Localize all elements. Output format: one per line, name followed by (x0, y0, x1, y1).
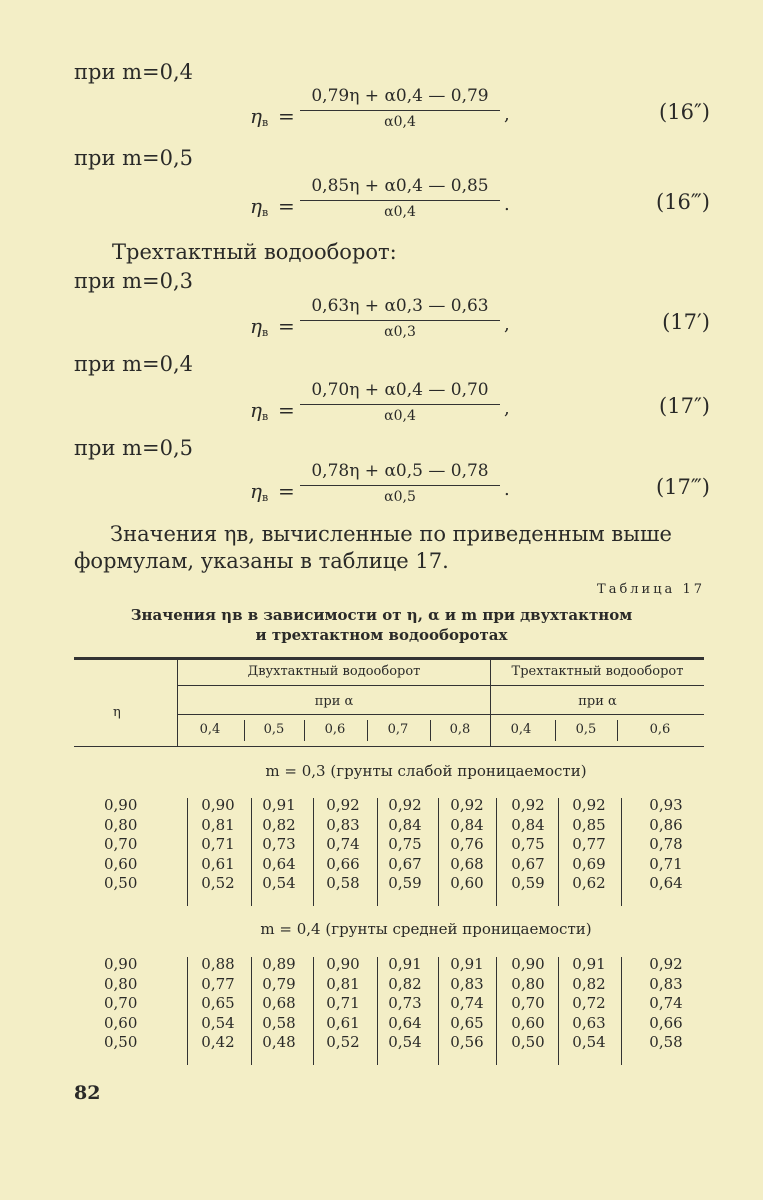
table-cell: 0,71 (201, 835, 235, 853)
table-cell: 0,82 (388, 974, 422, 993)
alpha-divider (617, 720, 618, 741)
formula-condition: при m=0,3 (74, 269, 194, 293)
table-cell: 0,84 (388, 815, 422, 834)
table-cell: 0,54 (572, 1033, 606, 1051)
formula-numerator: 0,78η + α0,5 — 0,78 (311, 461, 489, 481)
alpha-value: 0,4 (199, 722, 221, 737)
group-header-two-stroke: Двухтактный водооборот (247, 664, 421, 679)
table-cell: 0,52 (326, 1033, 360, 1051)
row-eta-value: 0,60 (104, 854, 138, 873)
group-header-three-stroke: Трехтактный водооборот (511, 664, 684, 679)
table-cell: 0,50 (511, 1033, 545, 1051)
table-cell: 0,77 (572, 835, 606, 853)
table-cell: 0,66 (326, 854, 360, 873)
row-eta-value: 0,80 (104, 974, 138, 993)
fraction-bar (300, 485, 500, 486)
table-cell: 0,67 (511, 854, 545, 873)
table-cell: 0,78 (649, 835, 683, 853)
formula (250, 296, 710, 356)
table-top-rule (74, 657, 704, 660)
table-cell: 0,58 (326, 874, 360, 892)
paragraph-line-1: Значения ηв, вычисленные по приведенным выше (110, 522, 672, 546)
table-cell: 0,90 (511, 955, 545, 973)
table-cell: 0,56 (450, 1033, 484, 1051)
alpha-value: 0,7 (387, 722, 409, 737)
table-cell: 0,68 (450, 854, 484, 873)
formula (250, 86, 710, 146)
table-cell: 0,80 (511, 974, 545, 993)
data-column-divider (621, 957, 622, 1065)
table-cell: 0,75 (388, 835, 422, 853)
equation-number: (17‴) (655, 475, 710, 499)
eta-symbol: $\eta_в$ (250, 398, 269, 423)
table-cell: 0,61 (326, 1013, 360, 1032)
formula-condition: при m=0,4 (74, 60, 194, 84)
table-cell: 0,52 (201, 874, 235, 892)
table-cell: 0,64 (388, 1013, 422, 1032)
table-title-line-2: и трехтактном водооборотах (255, 626, 508, 644)
equation-number: (16″) (659, 100, 710, 124)
formula-denominator: α0,5 (384, 489, 416, 505)
table-cell: 0,77 (201, 974, 235, 993)
equals-sign: = (278, 194, 295, 218)
formula-punctuation: , (504, 104, 510, 125)
table-cell: 0,76 (450, 835, 484, 853)
table-cell: 0,68 (262, 994, 296, 1012)
formula-denominator: α0,4 (384, 114, 416, 130)
formula-numerator: 0,85η + α0,4 — 0,85 (311, 176, 489, 196)
section-title: m = 0,3 (грунты слабой проницаемости) (265, 762, 587, 780)
formula-condition: при m=0,4 (74, 352, 194, 376)
table-cell: 0,71 (649, 854, 683, 873)
page-number: 82 (74, 1082, 101, 1104)
sub-header-rule (178, 714, 704, 715)
table-cell: 0,62 (572, 874, 606, 892)
table-cell: 0,64 (649, 874, 683, 892)
table-cell: 0,63 (572, 1013, 606, 1032)
formula-condition: при m=0,5 (74, 146, 194, 170)
table-title-line-1: Значения ηв в зависимости от η, α и m при двухтактном (130, 606, 633, 624)
table-cell: 0,92 (572, 796, 606, 814)
equation-number: (16‴) (655, 190, 710, 214)
alpha-value: 0,4 (510, 722, 532, 737)
equals-sign: = (278, 398, 295, 422)
table-cell: 0,71 (326, 994, 360, 1012)
formula-numerator: 0,79η + α0,4 — 0,79 (311, 86, 489, 106)
eta-subscript: в (261, 410, 269, 423)
row-eta-value: 0,90 (104, 796, 138, 814)
header-bottom-rule (74, 746, 704, 747)
eta-subscript: в (261, 116, 269, 129)
eta-column-header: η (113, 705, 121, 720)
data-column-divider (621, 798, 622, 906)
table-cell: 0,82 (262, 815, 296, 834)
table-cell: 0,82 (572, 974, 606, 993)
row-eta-value: 0,60 (104, 1013, 138, 1032)
eta-symbol: $\eta_в$ (250, 314, 269, 339)
table-cell: 0,83 (326, 815, 360, 834)
table-cell: 0,81 (326, 974, 360, 993)
three-stroke-heading: Трехтактный водооборот: (112, 240, 397, 264)
row-eta-value: 0,80 (104, 815, 138, 834)
formula-numerator: 0,70η + α0,4 — 0,70 (311, 380, 489, 400)
equation-number: (17′) (662, 310, 710, 334)
alpha-subheader-two-stroke: при α (314, 694, 354, 709)
table-cell: 0,75 (511, 835, 545, 853)
table-cell: 0,72 (572, 994, 606, 1012)
table-cell: 0,61 (201, 854, 235, 873)
table-cell: 0,58 (649, 1033, 683, 1051)
formula (250, 461, 710, 521)
row-eta-value: 0,50 (104, 1033, 138, 1051)
alpha-subheader-three-stroke: при α (578, 694, 617, 709)
table-cell: 0,65 (201, 994, 235, 1012)
table-cell: 0,59 (511, 874, 545, 892)
table-cell: 0,79 (262, 974, 296, 993)
table-cell: 0,54 (388, 1033, 422, 1051)
eta-symbol: $\eta_в$ (250, 104, 269, 129)
eta-subscript: в (261, 326, 269, 339)
table-cell: 0,54 (201, 1013, 235, 1032)
eta-symbol: $\eta_в$ (250, 479, 269, 504)
table-cell: 0,86 (649, 815, 683, 834)
row-eta-value: 0,90 (104, 955, 138, 973)
table-cell: 0,74 (649, 994, 683, 1012)
formula-denominator: α0,4 (384, 204, 416, 220)
table-cell: 0,59 (388, 874, 422, 892)
equals-sign: = (278, 104, 295, 128)
alpha-value: 0,5 (263, 722, 285, 737)
formula-numerator: 0,63η + α0,3 — 0,63 (311, 296, 489, 316)
table-cell: 0,42 (201, 1033, 235, 1051)
table-cell: 0,58 (262, 1013, 296, 1032)
table-cell: 0,92 (649, 955, 683, 973)
table-cell: 0,64 (262, 854, 296, 873)
formula-punctuation: . (504, 479, 510, 500)
table-cell: 0,84 (511, 815, 545, 834)
table-cell: 0,81 (201, 815, 235, 834)
table-cell: 0,83 (649, 974, 683, 993)
formula (250, 176, 710, 236)
table-cell: 0,92 (450, 796, 484, 814)
table-cell: 0,73 (262, 835, 296, 853)
formula-punctuation: , (504, 314, 510, 335)
eta-subscript: в (261, 206, 269, 219)
section-title: m = 0,4 (грунты средней проницаемости) (260, 920, 592, 938)
row-eta-value: 0,50 (104, 874, 138, 892)
table-cell: 0,60 (511, 1013, 545, 1032)
table-cell: 0,48 (262, 1033, 296, 1051)
formula-denominator: α0,4 (384, 408, 416, 424)
table-cell: 0,88 (201, 955, 235, 973)
table-cell: 0,74 (326, 835, 360, 853)
table-cell: 0,85 (572, 815, 606, 834)
paragraph-line-2: формулам, указаны в таблице 17. (74, 549, 449, 573)
table-cell: 0,60 (450, 874, 484, 892)
table-cell: 0,66 (649, 1013, 683, 1032)
table-cell: 0,89 (262, 955, 296, 973)
table-cell: 0,93 (649, 796, 683, 814)
table-cell: 0,92 (388, 796, 422, 814)
alpha-value: 0,5 (575, 722, 597, 737)
eta-symbol: $\eta_в$ (250, 194, 269, 219)
row-eta-value: 0,70 (104, 994, 138, 1012)
table-cell: 0,54 (262, 874, 296, 892)
formula-punctuation: , (504, 398, 510, 419)
table-cell: 0,91 (262, 796, 296, 814)
table-cell: 0,67 (388, 854, 422, 873)
table-cell: 0,83 (450, 974, 484, 993)
fraction-bar (300, 200, 500, 201)
formula-condition: при m=0,5 (74, 436, 194, 460)
table-cell: 0,65 (450, 1013, 484, 1032)
table-cell: 0,91 (388, 955, 422, 973)
equals-sign: = (278, 479, 295, 503)
formula-denominator: α0,3 (384, 324, 416, 340)
table-cell: 0,69 (572, 854, 606, 873)
table-cell: 0,90 (201, 796, 235, 814)
fraction-bar (300, 320, 500, 321)
formula-punctuation: . (504, 194, 510, 215)
table-cell: 0,90 (326, 955, 360, 973)
row-eta-value: 0,70 (104, 835, 138, 853)
alpha-value: 0,6 (649, 722, 671, 737)
table-cell: 0,70 (511, 994, 545, 1012)
formula (250, 380, 710, 440)
table-cell: 0,91 (450, 955, 484, 973)
alpha-value: 0,8 (449, 722, 471, 737)
table-cell: 0,92 (326, 796, 360, 814)
eta-subscript: в (261, 491, 269, 504)
table-cell: 0,92 (511, 796, 545, 814)
table-cell: 0,91 (572, 955, 606, 973)
table-cell: 0,73 (388, 994, 422, 1012)
equals-sign: = (278, 314, 295, 338)
table-cell: 0,74 (450, 994, 484, 1012)
fraction-bar (300, 110, 500, 111)
group-header-rule (178, 685, 704, 686)
table-caption: Таблица 17 (597, 582, 705, 597)
alpha-value: 0,6 (324, 722, 346, 737)
fraction-bar (300, 404, 500, 405)
equation-number: (17″) (659, 394, 710, 418)
table-cell: 0,84 (450, 815, 484, 834)
